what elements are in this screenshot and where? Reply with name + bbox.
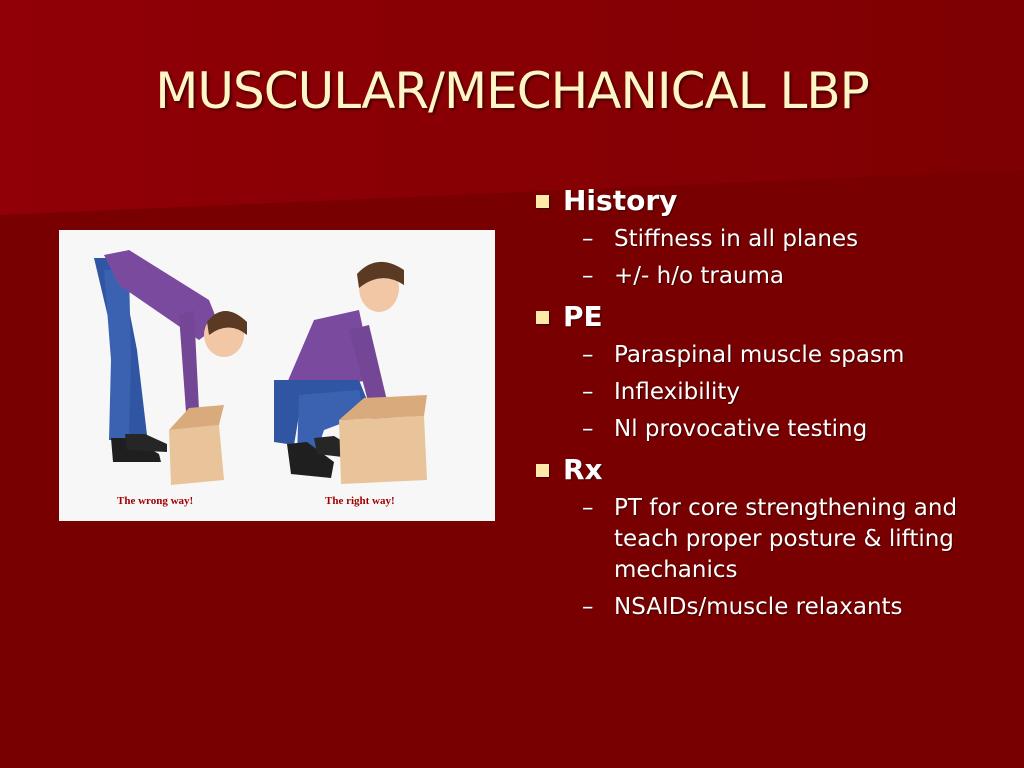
heading-label: PE [563,300,603,333]
heading-history [530,182,1000,220]
caption-wrong-way: The wrong way! [117,495,194,507]
dash-icon: – [582,226,594,252]
square-bullet-icon [536,464,549,477]
list-item [582,592,1000,623]
bullet-list [530,182,1000,629]
heading-rx [530,451,1000,489]
lifting-illustration [59,230,495,521]
list-item-text: NSAIDs/muscle relaxants [614,594,903,620]
square-bullet-icon [536,195,549,208]
list-item [582,261,1000,292]
heading-label: History [563,184,678,217]
list-item [582,224,1000,255]
dash-icon: – [582,263,594,289]
dash-icon: – [582,379,594,405]
heading-label: Rx [563,453,603,486]
list-item [582,414,1000,445]
list-item-text: +/- h/o trauma [614,263,784,289]
heading-pe [530,298,1000,336]
list-item-text: Stiffness in all planes [614,226,859,252]
list-item [582,340,1000,371]
list-item [582,493,1000,586]
dash-icon: – [582,342,594,368]
list-item-text: Paraspinal muscle spasm [614,342,905,368]
square-bullet-icon [536,311,549,324]
list-item-text: PT for core strengthening and teach proper posture & lifting mechanics [614,495,958,583]
dash-icon: – [582,416,594,442]
dash-icon: – [582,594,594,620]
list-item [582,377,1000,408]
caption-right-way: The right way! [325,495,395,507]
dash-icon: – [582,495,594,521]
list-item-text: Inflexibility [614,379,740,405]
slide-title: MUSCULAR/MECHANICAL LBP [155,62,869,120]
list-item-text: Nl provocative testing [614,416,868,442]
